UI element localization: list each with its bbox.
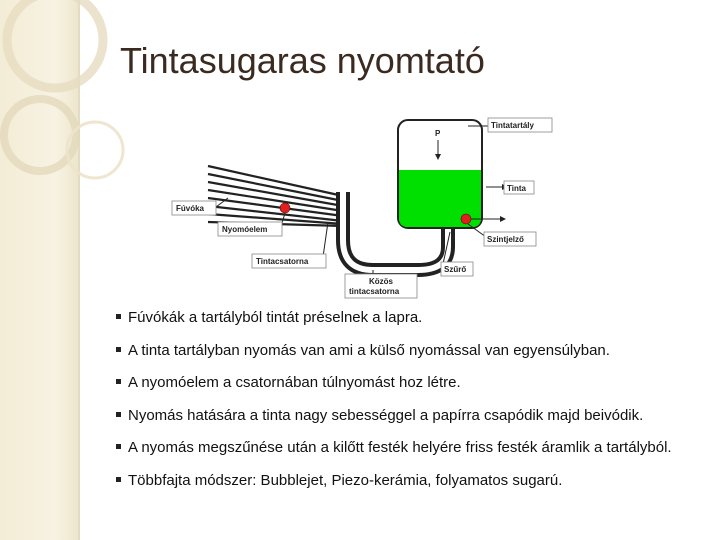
bullet-item bbox=[116, 308, 708, 328]
bullet-text: Többfajta módszer: Bubblejet, Piezo-kerámia, folyamatos sugarú. bbox=[128, 471, 563, 489]
bullet-item bbox=[116, 406, 708, 426]
bullet-text: Fúvókák a tartályból tintát préselnek a lapra. bbox=[128, 309, 423, 326]
common-channel-label-line1: Közös bbox=[369, 277, 393, 286]
inkjet-diagram bbox=[168, 112, 568, 302]
decorative-circles bbox=[0, 0, 130, 230]
ink-channel-label: Tintacsatorna bbox=[256, 257, 309, 266]
bullet-marker bbox=[116, 444, 121, 449]
nozzle-lines bbox=[208, 166, 343, 226]
bullet-text: Nyomás hatására a tinta nagy sebességgel a papírra csapódik majd beivódik. bbox=[128, 406, 644, 424]
level-sensor-dot bbox=[461, 214, 471, 224]
bullet-item bbox=[116, 341, 708, 361]
bullet-item bbox=[116, 373, 708, 393]
pressure-element-label: Nyomóelem bbox=[222, 225, 268, 234]
ink-label: Tinta bbox=[507, 184, 526, 193]
bullet-marker bbox=[116, 477, 121, 482]
bullet-item bbox=[116, 438, 708, 458]
nozzle-label: Fúvóka bbox=[176, 204, 205, 213]
bullet-text: A nyomóelem a csatornában túlnyomást hoz létre. bbox=[128, 374, 461, 391]
bullet-marker bbox=[116, 347, 121, 352]
slide-title: Tintasugaras nyomtató bbox=[120, 40, 485, 81]
bullet-item bbox=[116, 471, 708, 491]
pressure-element-dot bbox=[280, 203, 290, 213]
bullet-text: A tinta tartályban nyomás van ami a külső nyomással van egyensúlyban. bbox=[128, 341, 610, 359]
bullet-text: A nyomás megszűnése után a kilőtt festék helyére friss festék áramlik a tartályból. bbox=[128, 439, 672, 456]
bullet-marker bbox=[116, 314, 121, 319]
bullet-list bbox=[116, 308, 708, 503]
common-channel-label-line2: tintacsatorna bbox=[349, 287, 400, 296]
bullet-marker bbox=[116, 412, 121, 417]
bullet-marker bbox=[116, 379, 121, 384]
tank-label: Tintatartály bbox=[491, 121, 534, 130]
pressure-label: P bbox=[435, 129, 441, 138]
level-sensor-label: Szintjelző bbox=[487, 235, 524, 244]
filter-label: Szűrő bbox=[444, 265, 467, 274]
